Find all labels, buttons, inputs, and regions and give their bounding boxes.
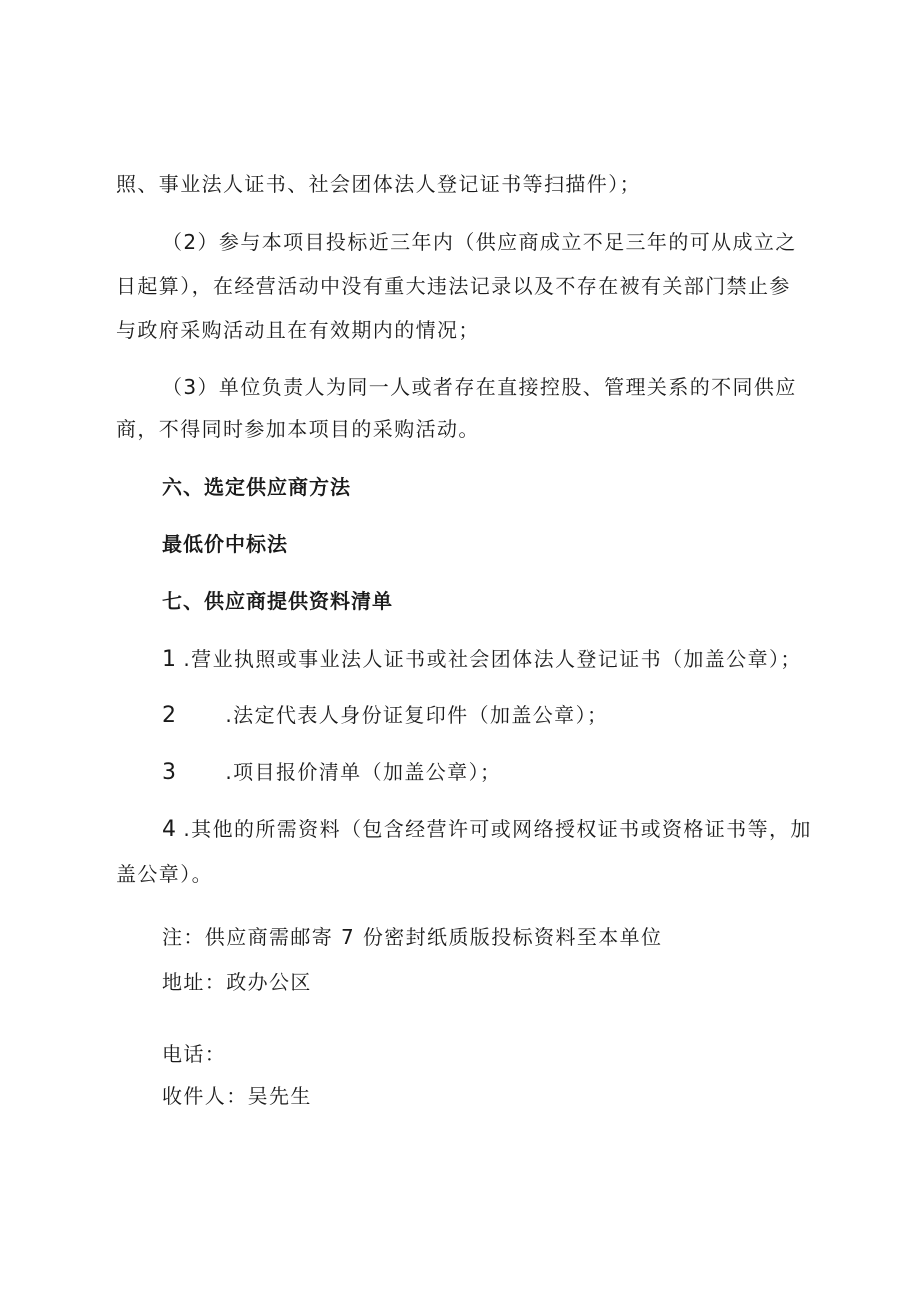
list-item-2-number: 2	[162, 703, 178, 728]
paragraph-3-line-1: （3）单位负责人为同一人或者存在直接控股、管理关系的不同供应	[162, 375, 797, 399]
list-item-1-number: 1	[162, 647, 178, 672]
list-item-4-number: 4	[162, 817, 178, 842]
list-item-3-number: 3	[162, 760, 178, 785]
list-item-2	[162, 701, 608, 730]
phone-line: 电话：	[162, 1042, 227, 1066]
list-item-1-text: .营业执照或事业法人证书或社会团体法人登记证书（加盖公章）；	[183, 647, 802, 671]
list-item-1	[162, 645, 802, 674]
paragraph-1-line-1: 照、事业法人证书、社会团体法人登记证书等扫描件）；	[116, 172, 641, 196]
list-item-4-line-2: 盖公章）。	[116, 862, 213, 886]
list-item-4-text: .其他的所需资料（包含经营许可或网络授权证书或资格证书等，加	[183, 817, 812, 841]
list-item-2-text: .法定代表人身份证复印件（加盖公章）；	[225, 703, 609, 727]
paragraph-3-line-2: 商，不得同时参加本项目的采购活动。	[116, 417, 480, 441]
list-item-4-line-1	[162, 815, 812, 844]
section-6-heading: 六、选定供应商方法	[162, 475, 351, 499]
selection-method: 最低价中标法	[162, 532, 288, 556]
address-line: 地址：政办公区	[162, 970, 312, 994]
section-7-heading: 七、供应商提供资料清单	[162, 589, 393, 613]
list-item-3-text: .项目报价清单（加盖公章）；	[225, 760, 502, 784]
recipient-line: 收件人：吴先生	[162, 1084, 312, 1108]
paragraph-2-line-2: 日起算），在经营活动中没有重大违法记录以及不存在被有关部门禁止参	[116, 274, 791, 298]
paragraph-2-line-1: （2）参与本项目投标近三年内（供应商成立不足三年的可从成立之	[162, 230, 797, 254]
list-item-3	[162, 758, 501, 787]
paragraph-2-line-3: 与政府采购活动且在有效期内的情况；	[116, 318, 480, 342]
mailing-note: 注：供应商需邮寄 7 份密封纸质版投标资料至本单位	[162, 925, 663, 949]
